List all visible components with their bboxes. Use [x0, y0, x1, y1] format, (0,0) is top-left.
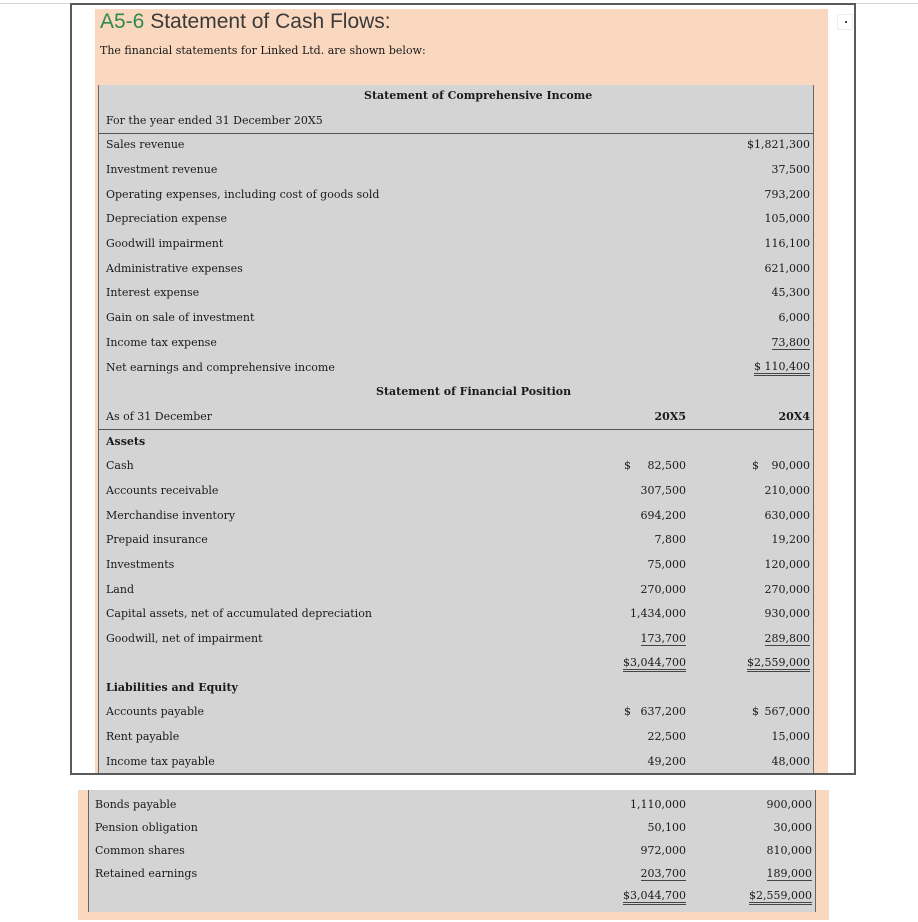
- liability-label: Retained earnings: [95, 867, 198, 880]
- liability-cur-sign: $: [624, 705, 631, 718]
- income-label: Investment revenue: [106, 163, 218, 176]
- column-header-20x4: 20X4: [778, 410, 810, 423]
- asset-prev-sign: $: [752, 459, 759, 472]
- liability-cur-value: 1,110,000: [630, 798, 686, 811]
- asset-prev-value: 289,800: [764, 632, 810, 645]
- liab-total-cur: $3,044,700: [623, 889, 686, 905]
- income-label: Gain on sale of investment: [106, 311, 255, 324]
- scroll-handle[interactable]: [837, 14, 853, 30]
- assets-total-cur: $3,044,700: [623, 656, 686, 672]
- position-as-of: As of 31 December: [106, 410, 213, 423]
- asset-label: Merchandise inventory: [106, 509, 236, 522]
- liability-prev-value: 15,000: [771, 730, 810, 743]
- assets-total-prev-cell: [724, 656, 810, 670]
- income-value: 37,500: [771, 163, 810, 176]
- liability-cur-value: 203,700: [640, 867, 686, 880]
- liability-prev-value: 810,000: [766, 844, 812, 857]
- income-value: 45,300: [771, 286, 810, 299]
- income-label: Goodwill impairment: [106, 237, 224, 250]
- assets-total-cur-cell: [600, 656, 686, 670]
- asset-cur-value: 1,434,000: [630, 607, 686, 620]
- income-label: Operating expenses, including cost of goods sold: [106, 188, 380, 201]
- income-tax-value: 73,800: [771, 336, 810, 349]
- liab-total-cur-cell: [600, 889, 686, 903]
- liability-prev-value: 189,000: [766, 867, 812, 880]
- asset-prev-value: 210,000: [764, 484, 810, 497]
- liab-total-prev: $2,559,000: [749, 889, 812, 905]
- liability-cur-value: 972,000: [640, 844, 686, 857]
- problem-number: A5-6: [100, 10, 145, 33]
- liability-label: Rent payable: [106, 730, 180, 743]
- asset-prev-cell: [724, 632, 810, 646]
- liability-prev-sign: $: [752, 705, 759, 718]
- problem-title: Statement of Cash Flows:: [150, 10, 391, 33]
- liability-label: Pension obligation: [95, 821, 198, 834]
- position-header-rule: [99, 429, 813, 430]
- income-value: 6,000: [778, 311, 810, 324]
- net-earnings-value-cell: [700, 360, 810, 374]
- asset-cur-value: 173,700: [640, 632, 686, 645]
- asset-cur-value: 75,000: [647, 558, 686, 571]
- liability-cur-value: 637,200: [640, 705, 686, 718]
- income-value: 116,100: [764, 237, 810, 250]
- liability-prev-value: 900,000: [766, 798, 812, 811]
- asset-prev-value: 930,000: [764, 607, 810, 620]
- retained-prev-cell: [726, 867, 812, 881]
- problem-intro: The financial statements for Linked Ltd. are shown below:: [100, 44, 426, 57]
- income-period: For the year ended 31 December 20X5: [106, 114, 323, 127]
- continuation-table: [88, 790, 816, 912]
- income-label: Income tax expense: [106, 336, 217, 349]
- liability-label: Income tax payable: [106, 755, 215, 768]
- asset-prev-value: 19,200: [771, 533, 810, 546]
- column-header-20x5: 20X5: [654, 410, 686, 423]
- asset-cur-value: 307,500: [640, 484, 686, 497]
- liabilities-heading: Liabilities and Equity: [106, 681, 238, 694]
- assets-heading: Assets: [106, 435, 146, 448]
- asset-label: Land: [106, 583, 134, 596]
- income-value: 105,000: [764, 212, 810, 225]
- asset-prev-value: 270,000: [764, 583, 810, 596]
- liability-cur-value: 49,200: [647, 755, 686, 768]
- net-earnings-value: $ 110,400: [754, 360, 810, 376]
- position-statement-title: Statement of Financial Position: [376, 385, 572, 398]
- asset-prev-value: 120,000: [764, 558, 810, 571]
- asset-label: Investments: [106, 558, 175, 571]
- asset-label: Prepaid insurance: [106, 533, 208, 546]
- problem-heading: [100, 10, 391, 34]
- income-label: Sales revenue: [106, 138, 185, 151]
- retained-cur-cell: [600, 867, 686, 881]
- assets-total-prev: $2,559,000: [747, 656, 810, 672]
- asset-cur-value: 82,500: [647, 459, 686, 472]
- asset-label: Cash: [106, 459, 134, 472]
- income-value: $1,821,300: [747, 138, 810, 151]
- income-value: 793,200: [764, 188, 810, 201]
- asset-prev-value: 90,000: [771, 459, 810, 472]
- net-earnings-label: Net earnings and comprehensive income: [106, 361, 335, 374]
- income-label: Interest expense: [106, 286, 200, 299]
- liability-cur-value: 22,500: [647, 730, 686, 743]
- income-header-rule: [99, 133, 813, 134]
- asset-cur-value: 7,800: [654, 533, 686, 546]
- income-label: Administrative expenses: [106, 262, 243, 275]
- asset-label: Goodwill, net of impairment: [106, 632, 263, 645]
- liability-label: Accounts payable: [106, 705, 205, 718]
- income-value: 621,000: [764, 262, 810, 275]
- income-label: Depreciation expense: [106, 212, 228, 225]
- asset-label: Accounts receivable: [106, 484, 219, 497]
- income-statement-title: Statement of Comprehensive Income: [364, 89, 593, 102]
- liability-prev-value: 48,000: [771, 755, 810, 768]
- liab-total-prev-cell: [726, 889, 812, 903]
- liability-prev-value: 30,000: [773, 821, 812, 834]
- liability-label: Bonds payable: [95, 798, 177, 811]
- income-value: [700, 336, 810, 350]
- liability-label: Common shares: [95, 844, 185, 857]
- asset-cur-cell: [600, 632, 686, 646]
- asset-label: Capital assets, net of accumulated depreciation: [106, 607, 372, 620]
- asset-cur-value: 694,200: [640, 509, 686, 522]
- asset-prev-value: 630,000: [764, 509, 810, 522]
- asset-cur-sign: $: [624, 459, 631, 472]
- asset-cur-value: 270,000: [640, 583, 686, 596]
- liability-cur-value: 50,100: [647, 821, 686, 834]
- liability-prev-value: 567,000: [764, 705, 810, 718]
